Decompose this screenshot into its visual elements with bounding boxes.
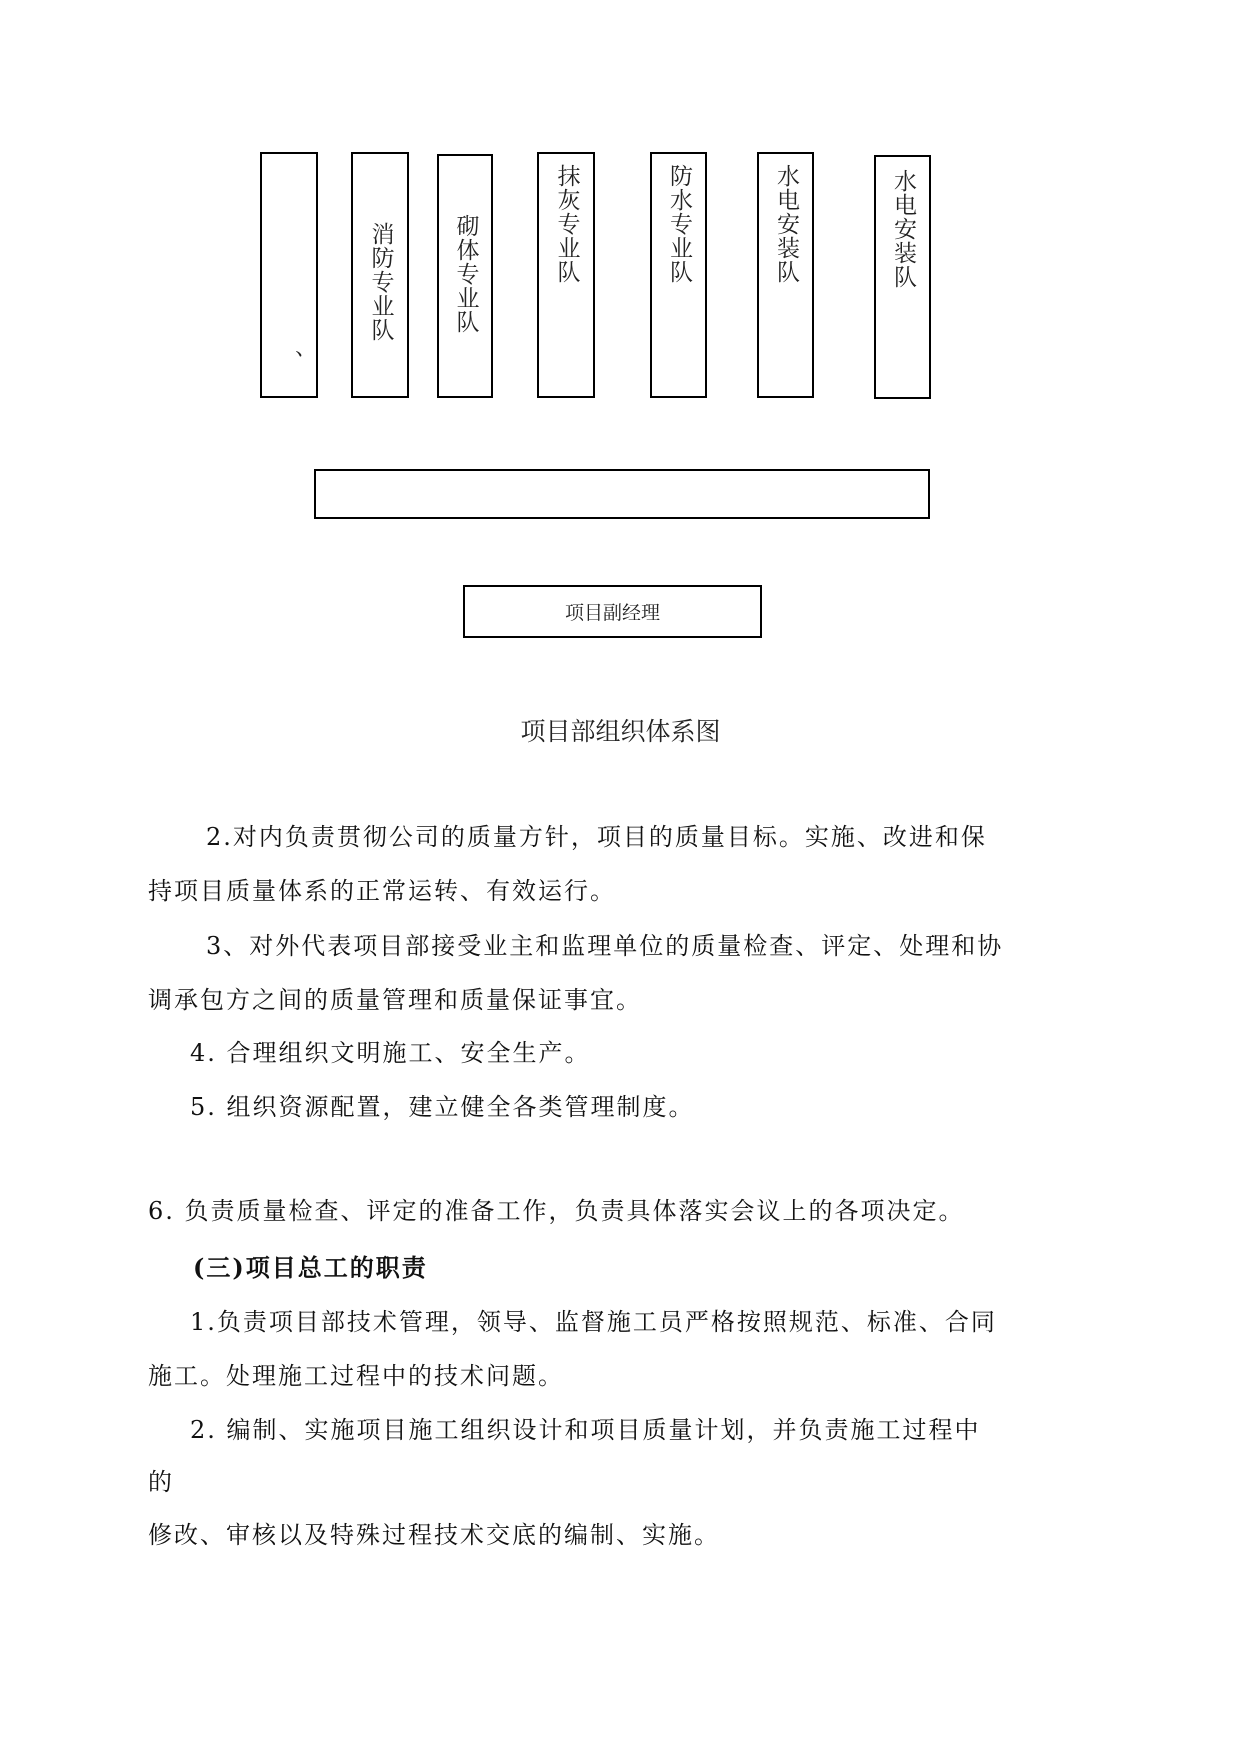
team-box-masonry <box>437 154 493 398</box>
paragraph-7-line-2: 的 <box>148 1468 174 1496</box>
team-box-plumbing-1 <box>757 152 814 398</box>
paragraph-5: 6. 负责质量检查、评定的准备工作，负责具体落实会议上的各项决定。 <box>148 1197 965 1225</box>
deputy-manager-box <box>463 585 762 638</box>
team-box-fire <box>351 152 409 398</box>
deputy-manager-label: 项目副经理 <box>564 602 660 624</box>
paragraph-4: 5. 组织资源配置，建立健全各类管理制度。 <box>190 1093 695 1121</box>
team-box-1 <box>260 152 318 398</box>
department-box <box>314 469 930 519</box>
team-box-plaster <box>537 152 595 398</box>
paragraph-6-line-1: 1.负责项目部技术管理，领导、监督施工员严格按照规范、标准、合同 <box>190 1308 997 1336</box>
team-box-plumbing-2 <box>874 155 931 399</box>
paragraph-6-line-2: 施工。处理施工过程中的技术问题。 <box>148 1362 564 1390</box>
paragraph-3: 4. 合理组织文明施工、安全生产。 <box>190 1039 591 1067</box>
paragraph-1-line-1: 2.对内负责贯彻公司的质量方针，项目的质量目标。实施、改进和保 <box>206 823 987 851</box>
section-heading: (三)项目总工的职责 <box>193 1253 428 1282</box>
paragraph-7-line-3: 修改、审核以及特殊过程技术交底的编制、实施。 <box>148 1521 720 1549</box>
team-label-1: 、 <box>276 350 303 374</box>
paragraph-2-line-2: 调承包方之间的质量管理和质量保证事宜。 <box>148 986 642 1014</box>
team-box-waterproof <box>650 152 707 398</box>
team-label-masonry: 砌体专业队 <box>452 214 479 334</box>
chart-caption: 项目部组织体系图 <box>520 717 721 746</box>
team-label-waterproof: 防水专业队 <box>666 164 692 284</box>
paragraph-1-line-2: 持项目质量体系的正常运转、有效运行。 <box>148 877 616 905</box>
team-label-plaster: 抹灰专业队 <box>553 164 580 284</box>
team-label-fire: 消防专业队 <box>367 222 394 342</box>
team-label-plumbing-1: 水电安装队 <box>773 164 799 284</box>
team-label-plumbing-2: 水电安装队 <box>890 169 916 289</box>
paragraph-2-line-1: 3、对外代表项目部接受业主和监理单位的质量检查、评定、处理和协 <box>206 932 1004 960</box>
paragraph-7-line-1: 2. 编制、实施项目施工组织设计和项目质量计划，并负责施工过程中 <box>190 1416 981 1444</box>
